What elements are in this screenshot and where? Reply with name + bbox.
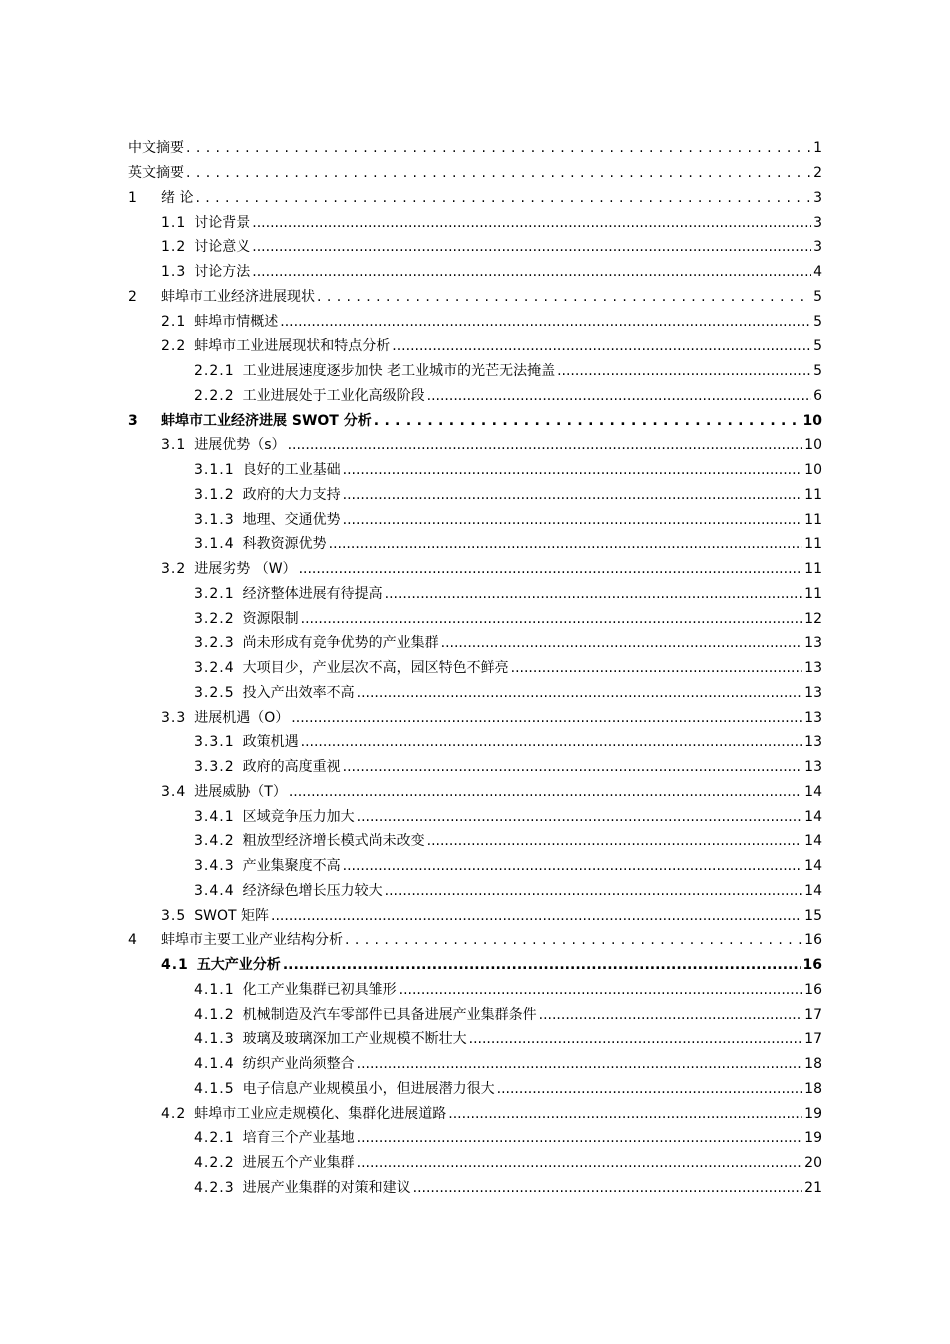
toc-dot-leader xyxy=(345,932,802,948)
toc-dot-leader xyxy=(357,1155,803,1171)
toc-entry-number: 3.4.1 xyxy=(194,808,235,825)
toc-dot-leader xyxy=(271,908,802,924)
toc-entry-title: 进展产业集群的对策和建议 xyxy=(242,1179,411,1196)
toc-entry-page-number: 10 xyxy=(804,462,822,479)
toc-entry-page-number: 5 xyxy=(813,313,822,330)
toc-entry-title: 工业进展速度逐步加快 老工业城市的光芒无法掩盖 xyxy=(242,363,556,380)
toc-entry-number: 3.4.3 xyxy=(194,858,235,875)
toc-entry-title: 进展威胁（T） xyxy=(194,783,287,800)
toc-entry-title: 投入产出效率不高 xyxy=(242,684,355,701)
toc-entry[interactable] xyxy=(128,309,822,334)
toc-dot-leader xyxy=(343,487,803,503)
toc-entry-title: 经济整体进展有待提高 xyxy=(242,585,383,602)
toc-dot-leader xyxy=(291,710,802,726)
toc-entry[interactable] xyxy=(128,334,822,359)
toc-entry-page-number: 17 xyxy=(804,1006,822,1023)
toc-entry-title: 蚌埠市工业经济进展现状 xyxy=(161,288,315,305)
toc-entry[interactable] xyxy=(128,1052,822,1077)
toc-dot-leader xyxy=(441,635,803,651)
toc-entry-page-number: 13 xyxy=(804,759,822,776)
toc-dot-leader xyxy=(289,784,802,800)
toc-entry-title: 政府的大力支持 xyxy=(242,486,341,503)
toc-dot-leader xyxy=(374,413,801,429)
toc-entry-number: 4.2.2 xyxy=(194,1155,235,1172)
toc-entry[interactable] xyxy=(128,903,822,928)
toc-dot-leader xyxy=(413,1180,803,1196)
toc-entry-title: 工业进展处于工业化高级阶段 xyxy=(242,387,425,404)
toc-entry-page-number: 18 xyxy=(804,1056,822,1073)
toc-entry-number: 3.1.3 xyxy=(194,511,235,528)
toc-entry-title: 政策机遇 xyxy=(242,734,299,751)
toc-dot-leader xyxy=(427,833,803,849)
toc-entry-page-number: 3 xyxy=(813,214,822,231)
toc-dot-leader xyxy=(288,437,803,453)
toc-entry-page-number: 20 xyxy=(804,1155,822,1172)
toc-dot-leader xyxy=(469,1031,803,1047)
toc-entry[interactable] xyxy=(128,730,822,755)
toc-entry-page-number: 6 xyxy=(813,387,822,404)
toc-entry-title: 经济绿色增长压力较大 xyxy=(242,882,383,899)
toc-dot-leader xyxy=(357,1130,803,1146)
toc-entry[interactable] xyxy=(128,829,822,854)
toc-entry-number: 3.1.1 xyxy=(194,462,235,479)
toc-dot-leader xyxy=(511,660,803,676)
toc-dot-leader xyxy=(343,462,803,478)
toc-entry[interactable] xyxy=(128,260,822,285)
toc-entry[interactable] xyxy=(128,755,822,780)
toc-entry[interactable] xyxy=(128,780,822,805)
toc-dot-leader xyxy=(427,388,811,404)
toc-entry-number: 4.2 xyxy=(161,1105,187,1122)
toc-entry-page-number: 21 xyxy=(804,1179,822,1196)
toc-entry-title: 五大产业分析 xyxy=(196,957,281,974)
toc-entry[interactable] xyxy=(128,507,822,532)
toc-entry-number: 4 xyxy=(128,932,138,949)
toc-entry-title: 大项目少，产业层次不高，园区特色不鲜亮 xyxy=(242,660,509,677)
toc-entry-page-number: 14 xyxy=(804,858,822,875)
toc-entry-number: 2.2.1 xyxy=(194,363,235,380)
toc-entry-page-number: 13 xyxy=(804,734,822,751)
toc-entry-number: 3.2.4 xyxy=(194,660,235,677)
toc-entry-title: SWOT 矩阵 xyxy=(194,907,270,924)
toc-entry-title: 蚌埠市主要工业产业结构分析 xyxy=(161,932,343,949)
toc-entry-number: 3.4.2 xyxy=(194,833,235,850)
toc-entry-page-number: 19 xyxy=(804,1130,822,1147)
toc-entry[interactable] xyxy=(128,1176,822,1201)
toc-entry[interactable] xyxy=(128,854,822,879)
toc-entry[interactable] xyxy=(128,1101,822,1126)
toc-entry-number: 3.4 xyxy=(161,783,187,800)
toc-dot-leader xyxy=(252,239,811,255)
toc-entry-title: 蚌埠市工业经济进展 SWOT 分析 xyxy=(161,412,372,429)
toc-entry-number: 4.1.1 xyxy=(194,981,235,998)
toc-entry-title: 区域竞争压力加大 xyxy=(242,808,355,825)
toc-dot-leader xyxy=(301,734,803,750)
toc-entry-number: 3.2 xyxy=(161,561,187,578)
toc-entry-page-number: 11 xyxy=(804,561,822,578)
toc-entry-number: 3.2.5 xyxy=(194,684,235,701)
toc-entry-page-number: 16 xyxy=(804,932,822,949)
toc-entry-page-number: 13 xyxy=(804,709,822,726)
toc-entry-title: 尚未形成有竞争优势的产业集群 xyxy=(242,635,439,652)
toc-entry[interactable] xyxy=(128,433,822,458)
toc-entry[interactable] xyxy=(128,631,822,656)
toc-entry-number: 3.1 xyxy=(161,437,187,454)
toc-entry-title: 政府的高度重视 xyxy=(242,759,341,776)
toc-dot-leader xyxy=(343,512,803,528)
toc-entry-title: 绪 论 xyxy=(161,189,194,206)
toc-entry[interactable] xyxy=(128,681,822,706)
toc-entry-number: 3.5 xyxy=(161,907,187,924)
toc-entry-page-number: 5 xyxy=(813,338,822,355)
toc-dot-leader xyxy=(299,561,803,577)
toc-entry-page-number: 14 xyxy=(804,882,822,899)
toc-entry-number: 3.1.2 xyxy=(194,486,235,503)
toc-entry-title: 地理、交通优势 xyxy=(242,511,341,528)
toc-entry-page-number: 18 xyxy=(804,1080,822,1097)
toc-entry-title: 纺织产业尚须整合 xyxy=(242,1056,355,1073)
toc-entry-number: 3.1.4 xyxy=(194,536,235,553)
toc-entry[interactable] xyxy=(128,359,822,384)
toc-entry[interactable] xyxy=(128,928,822,953)
toc-dot-leader xyxy=(385,883,803,899)
toc-dot-leader xyxy=(280,314,811,330)
toc-entry[interactable] xyxy=(128,582,822,607)
toc-entry-title: 蚌埠市工业应走规模化、集群化进展道路 xyxy=(194,1105,447,1122)
toc-entry[interactable] xyxy=(128,384,822,409)
toc-entry-number: 1.1 xyxy=(161,214,187,231)
toc-dot-leader xyxy=(186,140,811,156)
toc-entry[interactable] xyxy=(128,1151,822,1176)
toc-entry-number: 3.3.2 xyxy=(194,759,235,776)
toc-dot-leader xyxy=(448,1106,802,1122)
toc-entry[interactable] xyxy=(128,235,822,260)
toc-entry-title: 进展优势（s） xyxy=(194,437,286,454)
toc-entry[interactable] xyxy=(128,1126,822,1151)
toc-entry-number: 3.2.1 xyxy=(194,585,235,602)
toc-entry-title: 电子信息产业规模虽小，但进展潜力很大 xyxy=(242,1080,495,1097)
toc-entry-page-number: 14 xyxy=(804,833,822,850)
toc-entry-number: 3.4.4 xyxy=(194,882,235,899)
toc-entry[interactable] xyxy=(128,557,822,582)
toc-entry-title: 蚌埠市工业进展现状和特点分析 xyxy=(194,338,391,355)
toc-entry-number: 3.3 xyxy=(161,709,187,726)
toc-entry-title: 进展机遇（O） xyxy=(194,709,290,726)
toc-dot-leader xyxy=(186,165,811,181)
toc-entry-page-number: 3 xyxy=(813,239,822,256)
toc-entry-page-number: 19 xyxy=(804,1105,822,1122)
toc-entry-title: 进展五个产业集群 xyxy=(242,1155,355,1172)
toc-entry-title: 英文摘要 xyxy=(128,165,184,182)
toc-entry-title: 讨论方法 xyxy=(194,264,251,281)
toc-entry-number: 3 xyxy=(128,412,139,429)
toc-entry[interactable] xyxy=(128,1027,822,1052)
toc-entry-number: 2.1 xyxy=(161,313,187,330)
toc-entry-title: 玻璃及玻璃深加工产业规模不断壮大 xyxy=(242,1031,467,1048)
toc-dot-leader xyxy=(343,759,803,775)
toc-entry-page-number: 17 xyxy=(804,1031,822,1048)
toc-entry-page-number: 11 xyxy=(804,511,822,528)
toc-entry-title: 机械制造及汽车零部件已具备进展产业集群条件 xyxy=(242,1006,537,1023)
toc-entry-page-number: 5 xyxy=(813,288,822,305)
toc-dot-leader xyxy=(392,338,811,354)
toc-entry-number: 2.2.2 xyxy=(194,387,235,404)
toc-entry[interactable] xyxy=(128,458,822,483)
toc-entry-page-number: 3 xyxy=(813,189,822,206)
toc-entry-number: 2 xyxy=(128,288,138,305)
toc-dot-leader xyxy=(195,190,811,206)
toc-entry-title: 讨论意义 xyxy=(194,239,251,256)
toc-entry-number: 1.2 xyxy=(161,239,187,256)
toc-dot-leader xyxy=(317,289,811,305)
toc-dot-leader xyxy=(357,1056,803,1072)
toc-entry-number: 4.1 xyxy=(161,957,189,974)
toc-entry[interactable] xyxy=(128,483,822,508)
toc-entry[interactable] xyxy=(128,186,822,211)
toc-dot-leader xyxy=(539,1007,803,1023)
toc-entry-number: 4.1.4 xyxy=(194,1056,235,1073)
toc-entry-title: 良好的工业基础 xyxy=(242,462,341,479)
toc-dot-leader xyxy=(357,685,803,701)
toc-entry-title: 进展劣势 （W） xyxy=(194,561,297,578)
toc-entry[interactable] xyxy=(128,606,822,631)
toc-dot-leader xyxy=(301,611,803,627)
toc-entry-title: 培育三个产业基地 xyxy=(242,1130,355,1147)
toc-dot-leader xyxy=(329,536,803,552)
toc-entry-number: 3.2.2 xyxy=(194,610,235,627)
toc-entry-page-number: 13 xyxy=(804,660,822,677)
toc-entry-number: 4.1.2 xyxy=(194,1006,235,1023)
toc-entry[interactable] xyxy=(128,978,822,1003)
toc-entry[interactable] xyxy=(128,705,822,730)
toc-entry[interactable] xyxy=(128,532,822,557)
toc-entry-number: 4.1.5 xyxy=(194,1080,235,1097)
toc-entry-number: 3.2.3 xyxy=(194,635,235,652)
toc-dot-leader xyxy=(497,1081,803,1097)
toc-entry[interactable] xyxy=(128,879,822,904)
toc-entry-number: 4.2.1 xyxy=(194,1130,235,1147)
toc-dot-leader xyxy=(557,363,811,379)
toc-entry[interactable] xyxy=(128,408,822,433)
toc-entry-number: 4.1.3 xyxy=(194,1031,235,1048)
toc-entry-page-number: 13 xyxy=(804,635,822,652)
toc-entry-page-number: 2 xyxy=(813,165,822,182)
toc-entry-page-number: 16 xyxy=(804,981,822,998)
toc-entry-page-number: 13 xyxy=(804,684,822,701)
toc-entry-number: 1.3 xyxy=(161,264,187,281)
toc-entry-page-number: 14 xyxy=(804,808,822,825)
toc-entry[interactable] xyxy=(128,1002,822,1027)
toc-dot-leader xyxy=(252,215,811,231)
toc-entry-title: 粗放型经济增长模式尚未改变 xyxy=(242,833,425,850)
toc-dot-leader xyxy=(357,809,803,825)
toc-dot-leader xyxy=(283,957,801,973)
toc-entry-title: 科教资源优势 xyxy=(242,536,327,553)
toc-entry-title: 资源限制 xyxy=(242,610,299,627)
toc-entry[interactable] xyxy=(128,136,822,161)
toc-entry-number: 3.3.1 xyxy=(194,734,235,751)
toc-dot-leader xyxy=(385,586,803,602)
toc-entry-page-number: 11 xyxy=(804,486,822,503)
toc-entry[interactable] xyxy=(128,210,822,235)
toc-entry-number: 1 xyxy=(128,189,138,206)
toc-entry-title: 化工产业集群已初具雏形 xyxy=(242,981,397,998)
toc-entry-page-number: 11 xyxy=(804,585,822,602)
toc-entry-page-number: 12 xyxy=(804,610,822,627)
toc-entry-title: 产业集聚度不高 xyxy=(242,858,341,875)
toc-entry[interactable] xyxy=(128,161,822,186)
toc-entry-page-number: 4 xyxy=(813,264,822,281)
toc-entry[interactable] xyxy=(128,953,822,978)
toc-entry-title: 蚌埠市情概述 xyxy=(194,313,279,330)
toc-entry[interactable] xyxy=(128,285,822,310)
toc-entry-number: 4.2.3 xyxy=(194,1179,235,1196)
toc-entry-page-number: 16 xyxy=(802,957,822,974)
toc-dot-leader xyxy=(343,858,803,874)
toc-entry-page-number: 10 xyxy=(804,437,822,454)
toc-entry-title: 讨论背景 xyxy=(194,214,251,231)
toc-entry-page-number: 15 xyxy=(804,907,822,924)
toc-entry-page-number: 1 xyxy=(813,140,822,157)
toc-dot-leader xyxy=(252,264,811,280)
toc-entry-page-number: 5 xyxy=(813,363,822,380)
toc-entry[interactable] xyxy=(128,1077,822,1102)
toc-entry-title: 中文摘要 xyxy=(128,140,184,157)
table-of-contents xyxy=(128,136,822,1200)
toc-entry-number: 2.2 xyxy=(161,338,187,355)
toc-dot-leader xyxy=(399,982,803,998)
toc-entry[interactable] xyxy=(128,656,822,681)
toc-entry-page-number: 10 xyxy=(802,412,822,429)
toc-entry-page-number: 11 xyxy=(804,536,822,553)
toc-entry-page-number: 14 xyxy=(804,783,822,800)
toc-entry[interactable] xyxy=(128,804,822,829)
